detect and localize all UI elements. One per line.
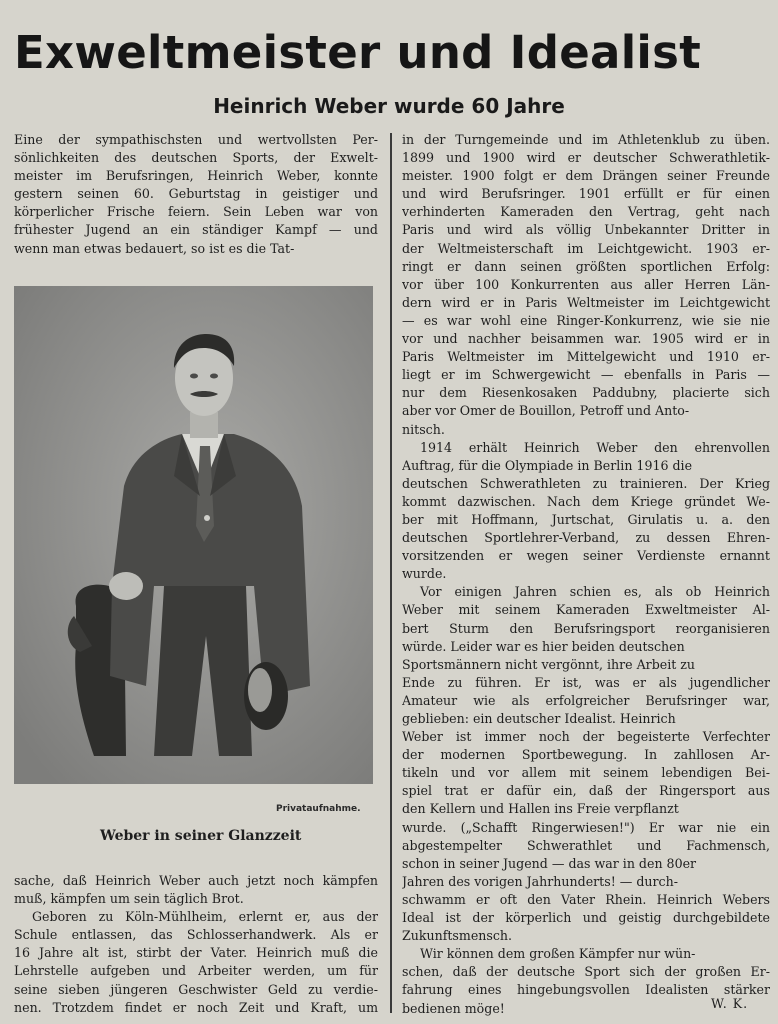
text-line: Ideal ist der körperlich und geistig durchgebildete bbox=[402, 910, 770, 926]
text-line: nen. Trotzdem findet er noch Zeit und Kraft, um bbox=[14, 999, 378, 1015]
text-line: Auftrag, für die Olympiade in Berlin 1916 die bbox=[402, 457, 693, 473]
text-line: vorsitzenden er wegen seiner Verdienste ernannt bbox=[402, 548, 770, 564]
text-line: Jahren des vorigen Jahrhunderts! — durch- bbox=[402, 873, 678, 889]
text-line: schen, daß der deutsche Sport sich der großen Er- bbox=[402, 964, 770, 980]
text-line: geblieben: ein deutscher Idealist. Heinrich bbox=[402, 711, 676, 726]
text-line: dern wird er in Paris Weltmeister im Leichtgewicht bbox=[402, 294, 770, 310]
text-line: meister. 1900 folgt er dem Drängen seiner Freunde bbox=[402, 168, 770, 184]
subheadline: Heinrich Weber wurde 60 Jahre bbox=[213, 94, 565, 118]
text-line: kommt dazwischen. Nach dem Kriege gründet We- bbox=[402, 493, 770, 509]
text-line: in der Turngemeinde und im Athletenklub zu üben. bbox=[402, 132, 770, 147]
text-line: 1899 und 1900 wird er deutscher Schwerathletik- bbox=[402, 150, 770, 166]
text-line: Weber ist immer noch der begeisterte Verfechter bbox=[402, 729, 770, 745]
photo-caption: Weber in seiner Glanzzeit bbox=[100, 828, 302, 844]
text-line: vor über 100 Konkurrenten aus aller Herren Län- bbox=[402, 276, 770, 292]
text-line: Amateur wie als erfolgreicher Berufsringer war, bbox=[402, 692, 770, 708]
text-line: — es war wohl eine Ringer-Konkurrenz, wie sie nie bbox=[402, 312, 770, 328]
text-line: Zukunftsmensch. bbox=[402, 928, 513, 944]
text-line: abgestempelter Schwerathlet und Fachmensch, bbox=[402, 837, 770, 853]
text-line: deutschen Schwerathleten zu trainieren. Der Krieg bbox=[402, 475, 770, 491]
text-line: liegt er im Schwergewicht — ebenfalls in Paris — bbox=[402, 367, 770, 383]
text-line: Paris Weltmeister im Mittelgewicht und 1910 er- bbox=[402, 349, 770, 365]
text-line: nitsch. bbox=[402, 421, 445, 437]
text-line: Weber mit seinem Kameraden Exweltmeister Al- bbox=[402, 602, 770, 618]
text-line: seine sieben jüngeren Geschwister Geld zu verdie- bbox=[14, 981, 378, 997]
text-line: meister im Berufsringen, Heinrich Weber, konnte bbox=[14, 168, 378, 184]
text-line: Schule entlassen, das Schlosserhandwerk. Als er bbox=[14, 927, 378, 943]
text-line: tikeln und vor allem mit seinem lebendigen Bei- bbox=[402, 765, 770, 781]
text-line: Wir können dem großen Kämpfer nur wün- bbox=[420, 946, 696, 962]
text-line: würde. Leider war es hier beiden deutschen bbox=[402, 638, 685, 654]
text-line: und wird Berufsringer. 1901 erfüllt er für einen bbox=[402, 186, 770, 202]
text-line: muß, kämpfen um sein täglich Brot. bbox=[14, 891, 244, 907]
text-line: Ende zu führen. Er ist, was er als jugendlicher bbox=[402, 674, 770, 690]
text-line: wenn man etwas bedauert, so ist es die Tat- bbox=[14, 240, 295, 256]
right-column bbox=[402, 131, 770, 1018]
text-line: wurde. bbox=[402, 566, 447, 582]
text-line: verhinderten Kameraden den Vertrag, geht nach bbox=[402, 204, 770, 220]
text-line: aber vor Omer de Bouillon, Petroff und Anto- bbox=[402, 403, 690, 419]
author-signature: W. K. bbox=[711, 996, 749, 1011]
text-line: Sportsmännern nicht vergönnt, ihre Arbeit zu bbox=[402, 656, 696, 672]
text-line: Lehrstelle aufgeben und Arbeiter werden, um für bbox=[14, 963, 378, 979]
text-line: spiel trat er dafür ein, daß der Ringersport aus bbox=[402, 783, 770, 799]
text-line: sache, daß Heinrich Weber auch jetzt noch kämpfen bbox=[14, 873, 378, 888]
text-line: bert Sturm den Berufsringsport reorganisieren bbox=[402, 620, 770, 636]
text-line: wurde. („Schafft Ringerwiesen!") Er war nie ein bbox=[402, 819, 770, 835]
portrait-illustration bbox=[14, 286, 373, 784]
text-line: ringt er dann seinen größten sportlichen Erfolg: bbox=[402, 258, 770, 274]
portrait-photo bbox=[14, 286, 373, 784]
text-line: vor und nachher beisammen war. 1905 wird er in bbox=[402, 331, 770, 347]
text-line: schon in seiner Jugend — das war in den 80er bbox=[402, 855, 697, 871]
text-line: 16 Jahre alt ist, stirbt der Vater. Heinrich muß die bbox=[14, 945, 378, 961]
text-line: schwamm er oft den Vater Rhein. Heinrich Webers bbox=[402, 891, 770, 907]
text-line: 1914 erhält Heinrich Weber den ehrenvollen bbox=[420, 439, 770, 455]
text-line: bedienen möge! bbox=[402, 1000, 505, 1016]
text-line: den Kellern und Hallen ins Freie verpflanzt bbox=[402, 801, 679, 817]
text-line: Paris und wird als völlig Unbekannter Dritter in bbox=[402, 222, 770, 238]
photo-credit: Privataufnahme. bbox=[276, 804, 361, 814]
text-line: fahrung eines hingebungsvollen Idealisten stärker bbox=[402, 982, 770, 998]
text-line: Vor einigen Jahren schien es, als ob Heinrich bbox=[420, 584, 770, 600]
text-line: deutschen Sportlehrer-Verband, zu dessen Ehren- bbox=[402, 530, 770, 546]
text-line: sönlichkeiten des deutschen Sports, der Exwelt- bbox=[14, 150, 378, 166]
text-line: Eine der sympathischsten und wertvollsten Per- bbox=[14, 132, 378, 147]
column-divider bbox=[390, 133, 392, 1013]
text-line: ber mit Hoffmann, Jurtschat, Girulatis u. a. den bbox=[402, 511, 770, 527]
text-line: der Weltmeisterschaft im Leichtgewicht. 1903 er- bbox=[402, 240, 770, 256]
text-line: körperlicher Frische feiern. Sein Leben war von bbox=[14, 204, 378, 220]
text-line: Geboren zu Köln-Mühlheim, erlernt er, aus der bbox=[32, 909, 378, 925]
left-column-top bbox=[14, 131, 378, 258]
left-column-bottom bbox=[14, 872, 378, 1017]
text-line: der modernen Sportbewegung. In zahllosen Ar- bbox=[402, 747, 770, 763]
text-line: frühester Jugend an ein ständiger Kampf — und bbox=[14, 222, 378, 238]
text-line: gestern seinen 60. Geburtstag in geistiger und bbox=[14, 186, 378, 202]
text-line: nur dem Riesenkosaken Paddubny, placierte sich bbox=[402, 385, 770, 401]
headline: Exweltmeister und Idealist bbox=[14, 26, 702, 79]
